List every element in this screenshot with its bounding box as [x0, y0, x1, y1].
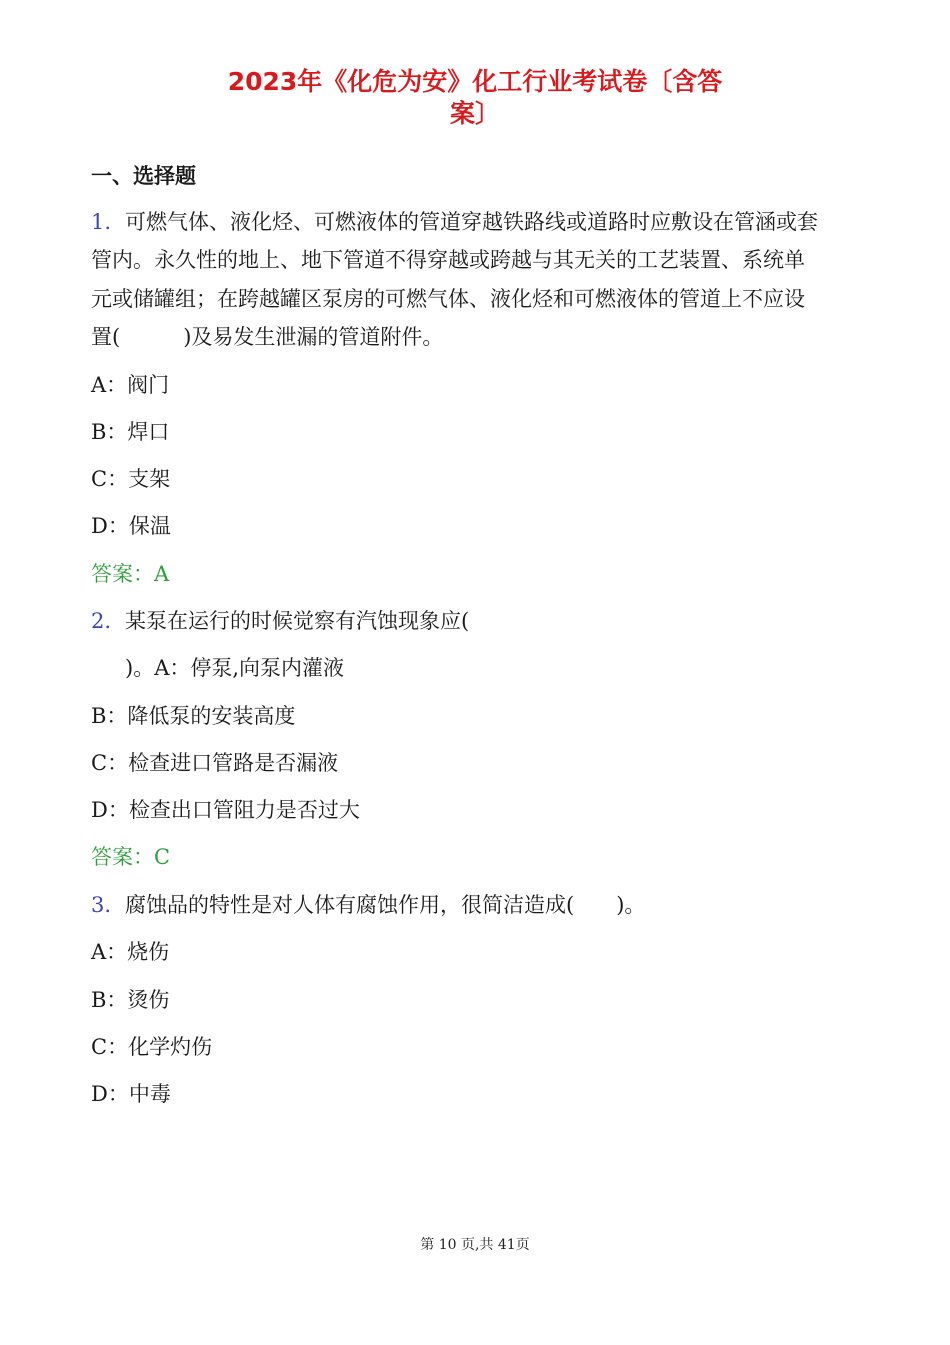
question-2-line-1: 2. 某泵在运行的时候觉察有汽蚀现象应( [91, 606, 469, 636]
question-1-answer: 答案：A [91, 562, 170, 586]
title-line-2: 案〕 [449, 99, 500, 128]
question-1-number: 1. [91, 210, 112, 234]
document-title [0, 66, 950, 130]
question-1-line-4: 置( )及易发生泄漏的管道附件。 [91, 325, 444, 349]
question-1-option-c: C：支架 [91, 467, 171, 491]
question-1-option-b: B：焊口 [91, 420, 170, 444]
question-3-number: 3. [91, 893, 112, 917]
question-3-option-d: D：中毒 [91, 1082, 171, 1106]
question-2-option-c: C：检查进口管路是否漏液 [91, 751, 339, 775]
question-2-answer: 答案：C [91, 845, 171, 869]
question-3-option-a: A：烧伤 [91, 940, 170, 964]
question-1-line-2: 管内。永久性的地上、地下管道不得穿越或跨越与其无关的工艺装置、系统单 [91, 248, 805, 272]
question-2-number: 2. [91, 609, 112, 633]
question-3-option-c: C：化学灼伤 [91, 1035, 213, 1059]
question-2-option-d: D：检查出口管阻力是否过大 [91, 798, 360, 822]
question-1-line-3: 元或储罐组；在跨越罐区泵房的可燃气体、液化烃和可燃液体的管道上不应设 [91, 287, 805, 311]
question-2-line-2: )。A：停泵,向泵内灌液 [125, 656, 345, 680]
question-2-option-b: B：降低泵的安装高度 [91, 704, 296, 728]
question-1-option-d: D：保温 [91, 514, 171, 538]
title-line-1: 2023年《化危为安》化工行业考试卷〔含答 [227, 67, 723, 96]
question-1-option-a: A：阀门 [91, 373, 170, 397]
page-footer: 第 10 页,共 41页 [420, 1237, 530, 1253]
question-3-line-1: 3. 腐蚀品的特性是对人体有腐蚀作用，很简洁造成( )。 [91, 890, 645, 920]
section-heading: 一、选择题 [91, 164, 196, 188]
question-3-option-b: B：烫伤 [91, 988, 170, 1012]
question-1-line-1: 1. 可燃气体、液化烃、可燃液体的管道穿越铁路线或道路时应敷设在管涵或套 [91, 207, 818, 237]
